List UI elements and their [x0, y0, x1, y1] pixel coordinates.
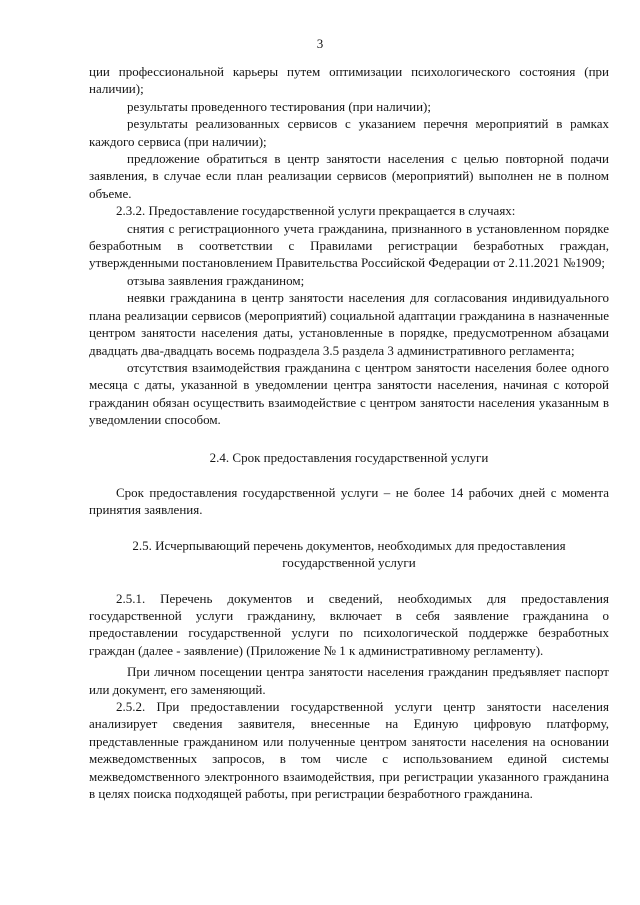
- paragraph-2-5-2: 2.5.2. При предоставлении государственной услуги центр занятости населения анализирует сведения заявителя, внесенные на Единую цифровую платформу, представленные гражданином или полученные центром занятости населения на основании межведомственных запросов, в том числе с использованием единой системы межведомственного электронного взаимодействия, при регистрации указанного гражданина в целях поиска подходящей работы, при регистрации безработного гражданина.: [89, 699, 609, 802]
- section-2-4-text: Срок предоставления государственной услуги – не более 14 рабочих дней с момента принятия заявления.: [89, 484, 609, 518]
- paragraph-passport: При личном посещении центра занятости населения гражданин предъявляет паспорт или документ, его заменяющий.: [89, 664, 609, 697]
- paragraph-repeat-application: предложение обратиться в центр занятости населения с целью повторной подачи заявления, в случае если план реализации сервисов (мероприятий) выполнен не в полном объеме.: [89, 151, 609, 201]
- paragraph-withdrawal: отзыва заявления гражданином;: [127, 272, 305, 288]
- paragraph-continuation: ции профессиональной карьеры путем оптимизации психологического состояния (при наличии);: [89, 64, 609, 97]
- document-body: [89, 63, 609, 802]
- paragraph-testing-results: результаты проведенного тестирования (при наличии);: [127, 98, 431, 114]
- paragraph-service-results: результаты реализованных сервисов с указанием перечня мероприятий в рамках каждого сервиса (при наличии);: [89, 116, 609, 149]
- paragraph-deregistration: снятия с регистрационного учета гражданина, признанного в установленном порядке безработным в соответствии с Правилами регистрации безработных граждан, утвержденными постановлением Правительства Российской Федерации от 2.11.2021 №1909;: [89, 220, 609, 271]
- section-2-4-heading: 2.4. Срок предоставления государственной услуги: [209, 449, 489, 465]
- page-number: 3: [316, 36, 324, 51]
- section-2-5-heading: 2.5. Исчерпывающий перечень документов, необходимых для предоставления государственной услуги: [132, 537, 566, 571]
- paragraph-no-show: неявки гражданина в центр занятости населения для согласования индивидуального плана реализации сервисов (мероприятий) социальной адаптации гражданина в назначенные центром занятости населения даты, установленные в порядке, предусмотренном абзацами двадцать два-двадцать восемь подраздела 3.5 раздела 3 административного регламента;: [89, 290, 609, 358]
- paragraph-2-5-1: 2.5.1. Перечень документов и сведений, необходимых для предоставления государственной услуги гражданину, включает в себя заявление гражданина о предоставлении государственной услуги по психологической поддержке безработных граждан (далее - заявление) (Приложение № 1 к административному регламенту).: [89, 590, 609, 658]
- paragraph-no-interaction: отсутствия взаимодействия гражданина с центром занятости населения более одного месяца с даты, указанной в уведомлении центра занятости населения, начиная с которой гражданин обязан осуществить взаимодействие с центром занятости населения указанным в уведомлении способом.: [89, 359, 609, 428]
- paragraph-2-3-2: 2.3.2. Предоставление государственной услуги прекращается в случаях:: [116, 203, 516, 219]
